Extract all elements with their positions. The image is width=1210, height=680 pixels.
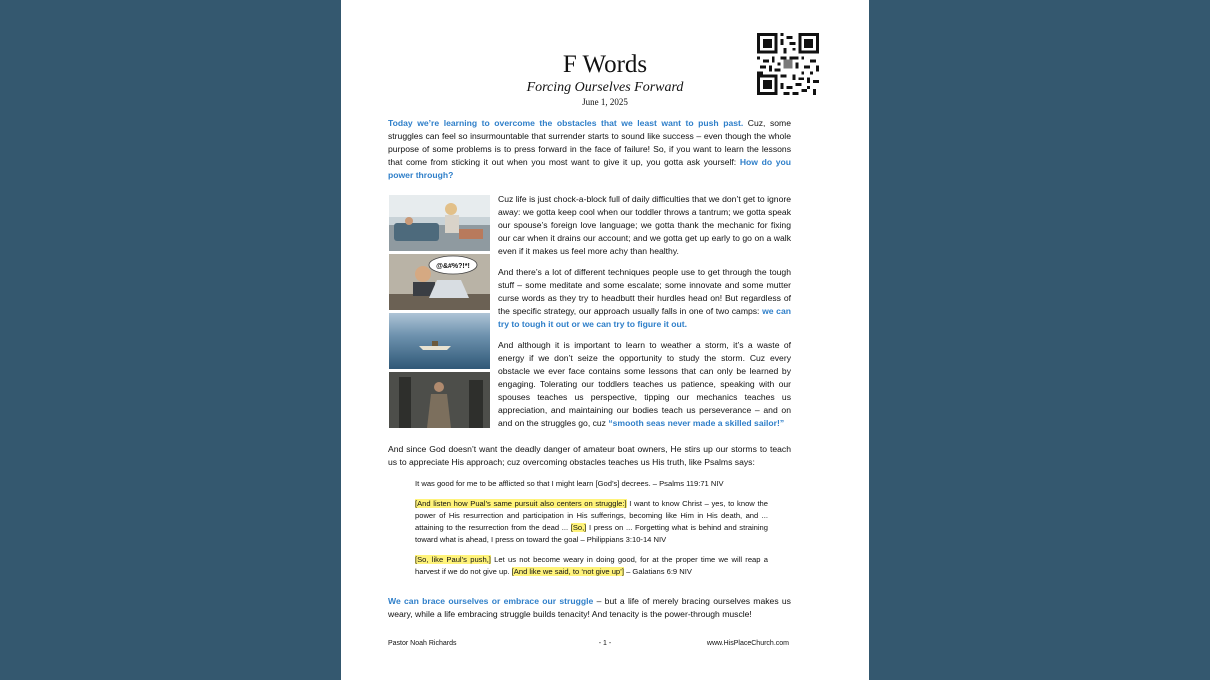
galatians-quote: [So, like Paul’s push,] Let us not become weary in doing good, for at the proper time we will reap a harvest if we do not give up. [And like we said, to ‘not give up’] – Galatians 6:9 NIV xyxy=(415,555,768,576)
footer-author: Pastor Noah Richards xyxy=(388,640,457,647)
document-date: June 1, 2025 xyxy=(582,97,628,107)
philippians-highlight: [And listen how Pual’s same pursuit also centers on struggle:] xyxy=(415,499,627,508)
document-subtitle: Forcing Ourselves Forward xyxy=(526,80,684,95)
footer-page-number: - 1 - xyxy=(598,640,612,647)
intro-body: Cuz, some struggles can feel so insurmountable that surrender starts to sound like success – even though the whole purpose of some problems is to press forward in the face of failure! So, if you want to learn the lessons that come from sticking it out when you most want to give it up, you gotta ask yourself: xyxy=(388,118,791,167)
pauls-push-highlight: [So, like Paul’s push,] xyxy=(415,555,491,564)
smooth-seas-quote: “smooth seas never made a skilled sailor!” xyxy=(608,418,785,428)
storm-body: And although it is important to learn to weather a storm, it’s a waste of energy if we don’t seize the opportunity to study the storm. Cuz every obstacle we ever face contains some lessons that can only be learned by engaging. Tolerating our toddlers teaches us patience, speaking with our spouses teaches us perspective, tipping our mechanics teaches us appreciation, and maintaining our bodies teach us perseverance – and on and on the struggles go, cuz xyxy=(498,340,791,428)
scripture-quotes xyxy=(415,478,768,586)
storm-paragraph xyxy=(498,339,791,430)
speech-bubble-text: @&#%?!*! xyxy=(436,263,470,270)
family-stress-photo xyxy=(389,195,490,251)
angry-laptop-photo xyxy=(389,254,490,310)
intro-lead: Today we’re learning to overcome the obstacles that we least want to push past. xyxy=(388,118,744,128)
psalms-quote: It was good for me to be afflicted so that I might learn [God’s] decrees. – Psalms 119:71 NIV xyxy=(415,479,724,488)
techniques-body: And there’s a lot of different techniques people use to get through the tough stuff – some meditate and some escalate; some innovate and some mutter curse words as they try to headbutt their hurdles head on! But regardless of the specific strategy, our approach usually falls in one of two camps: xyxy=(498,267,791,316)
illustration-column xyxy=(389,195,491,431)
philippians-quote: [And listen how Pual’s same pursuit also centers on struggle:] I want to know Christ – yes, to know the power of His resurrection and participation in His sufferings, becoming like Him in His death, and ... attaining to the resurrection from the dead ... [So,] I press on ... Forgetting what is behind and straining toward what is ahead, I press on toward the goal – Philippians 3:10-14 NIV xyxy=(415,499,768,544)
life-difficulties-paragraph: Cuz life is just chock-a-block full of daily difficulties that we don’t get to ignore away: we gotta keep cool when our toddler throws a tantrum; we gotta speak our spouse’s foreign love language; we gotta thank the mechanic for fixing our car when it drains our account; and we gotta get up early to go on a walk even if it makes us feel more achy than healthy. xyxy=(498,194,791,256)
main-text-column xyxy=(498,193,791,438)
footer-website: www.HisPlaceChurch.com xyxy=(706,640,789,647)
techniques-paragraph xyxy=(498,266,791,331)
intro-paragraph xyxy=(388,117,791,182)
so-highlight: [So,] xyxy=(570,523,587,532)
two-camps-text: we can try to tough it out or we can try to figure it out. xyxy=(498,306,791,329)
man-in-storm-photo xyxy=(389,372,490,428)
document-page xyxy=(341,0,869,680)
intro-question: How do you power through? xyxy=(388,157,791,180)
document-title: F Words xyxy=(562,51,648,78)
god-storms-paragraph: And since God doesn’t want the deadly danger of amateur boat owners, He stirs up our storms to teach us to appreciate His approach; cuz overcoming obstacles teaches us His truth, like Psalms says: xyxy=(388,444,791,467)
not-give-up-highlight: [And like we said, to ‘not give up’] xyxy=(511,567,624,576)
closing-paragraph xyxy=(388,595,791,621)
boat-at-sea-photo xyxy=(389,313,490,369)
closing-body: – but a life of merely bracing ourselves makes us weary, while a life embracing struggle builds tenacity! And tenacity is the power-through muscle! xyxy=(388,596,791,619)
closing-lead: We can brace ourselves or embrace our struggle xyxy=(388,596,594,606)
